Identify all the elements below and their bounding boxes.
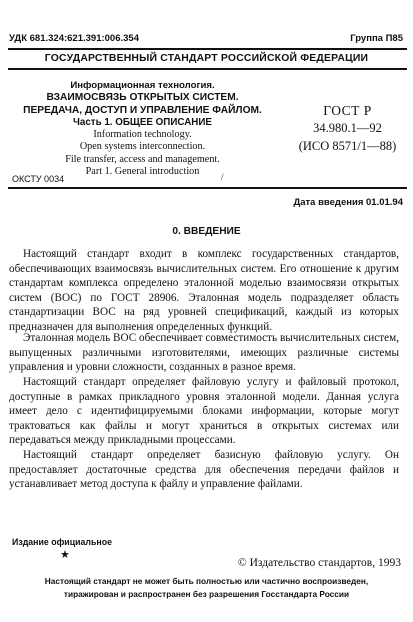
title-en-line-3: File transfer, access and management. <box>65 153 220 165</box>
reproduction-notice <box>0 575 413 600</box>
title-en-line-1: Information technology. <box>93 129 192 141</box>
title-ru-line-1: Информационная технология. <box>70 80 215 91</box>
udk-code: УДК 681.324:621.391:006.354 <box>9 33 139 44</box>
doc-title-block <box>0 80 285 178</box>
notice-line-2: тиражирован и распространен без разрешения Госстандарта России <box>63 588 350 599</box>
group-code: Группа П85 <box>350 33 403 44</box>
paragraph-2: Эталонная модель ВОС обеспечивает совместимость вычислительных систем, выпущенных различными изготовителями, имеющих различные системы управления и уровни сложности, созданных в разное время. <box>9 332 399 374</box>
standard-title: ГОСУДАРСТВЕННЫЙ СТАНДАРТ РОССИЙСКОЙ ФЕДЕРАЦИИ <box>44 53 369 64</box>
section-title: 0. ВВЕДЕНИЕ <box>172 226 241 237</box>
official-edition: Издание официальное <box>12 537 112 547</box>
paragraph-1: Настоящий стандарт входит в комплекс государственных стандартов, обеспечивающих взаимосвязь вычислительных систем. Его отношение к другим стандартам комплекса определено эталонной моделью взаимосвязи открытых систем (ВОС) по ГОСТ 28906. Эталонная модель подразделяет область стандартизации ВОС на ряд уровней спецификаций, каждый из которых предназначен для выполнения определенных функций. <box>9 248 399 333</box>
header-rule-bottom <box>8 68 407 70</box>
title-ru-line-3: ПЕРЕДАЧА, ДОСТУП И УПРАВЛЕНИЕ ФАЙЛОМ. <box>23 104 262 116</box>
okstu-code: ОКСТУ 0034 <box>12 174 65 184</box>
gost-number: 34.980.1—92 <box>313 121 382 135</box>
stray-mark: / <box>221 172 224 182</box>
title-rule <box>8 187 407 189</box>
gost-iso: (ИСО 8571/1—88) <box>298 139 397 153</box>
title-ru-line-4: Часть 1. ОБЩЕЕ ОПИСАНИЕ <box>73 116 212 128</box>
title-en-line-4: Part 1. General introduction <box>85 166 200 178</box>
title-ru-line-2: ВЗАИМОСВЯЗЬ ОТКРЫТЫХ СИСТЕМ. <box>46 92 239 104</box>
notice-line-1: Настоящий стандарт не может быть полностью или частично воспроизведен, <box>44 576 369 586</box>
header-rule-top <box>8 48 407 50</box>
gost-block <box>285 102 410 155</box>
intro-date: Дата введения 01.01.94 <box>293 197 403 208</box>
title-en-line-2: Open systems interconnection. <box>79 141 206 153</box>
star-mark: ★ <box>60 549 70 561</box>
copyright: © Издательство стандартов, 1993 <box>237 557 401 569</box>
paragraph-4: Настоящий стандарт определяет базисную файловую услугу. Он предоставляет достаточные средства для обеспечения передачи файлов и устанавливает метод доступа к файлу и управление файлами. <box>9 449 399 491</box>
gost-label: ГОСТ Р <box>323 103 372 118</box>
paragraph-3: Настоящий стандарт определяет файловую услугу и файловый протокол, доступные в рамках прикладного уровня эталонной модели. Данная услуга имеет дело с идентифицируемыми блоками информации, которые могут трактоваться как файлы и могут храниться в открытых системах или передаваться между прикладными процессами. <box>9 376 399 447</box>
